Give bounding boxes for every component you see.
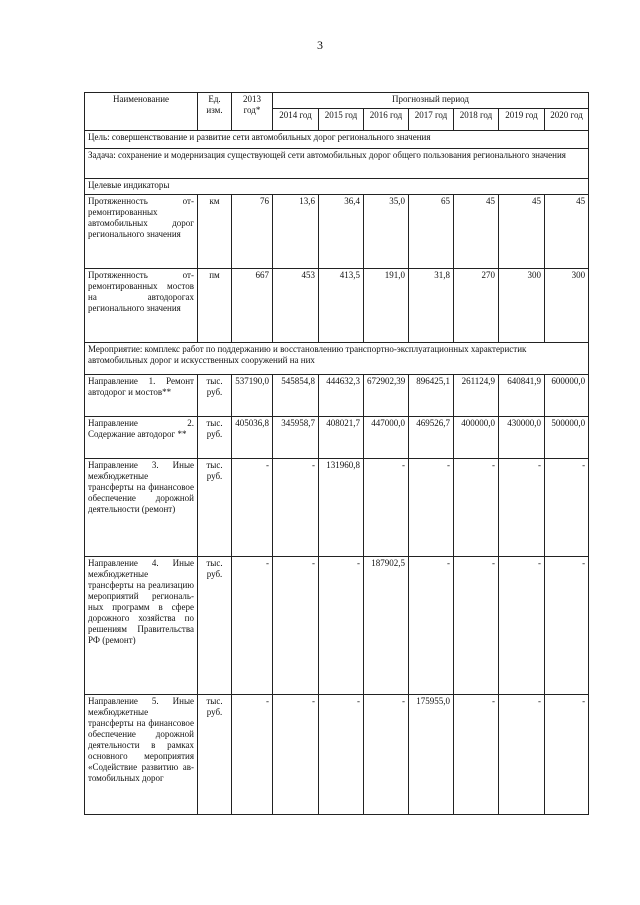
direction-value: - <box>319 557 364 695</box>
page-number: 3 <box>317 38 323 52</box>
indicator-value: 13,6 <box>273 195 319 269</box>
direction-row <box>85 375 589 417</box>
direction-unit: тыс. руб. <box>198 417 232 459</box>
indicator-value: 45 <box>545 195 589 269</box>
indicator-value-2013: 76 <box>232 195 273 269</box>
direction-value: 896425,1 <box>409 375 454 417</box>
indicator-name: Протяженность отремонтированных автомобильных дорог регионального значения <box>85 195 198 269</box>
direction-value: 444632,3 <box>319 375 364 417</box>
task-row: Задача: сохранение и модернизация существующей сети автомобильных дорог общего пользования регионального значения <box>85 149 589 179</box>
direction-value: 131960,8 <box>319 459 364 557</box>
indicator-unit: км <box>198 195 232 269</box>
direction-value: 672902,39 <box>364 375 409 417</box>
header-name: Наименование <box>85 93 198 131</box>
direction-value: - <box>364 459 409 557</box>
direction-value: - <box>499 695 545 815</box>
direction-row <box>85 695 589 815</box>
direction-value-2013: 405036,8 <box>232 417 273 459</box>
direction-row <box>85 557 589 695</box>
direction-name: Направление 4. Иные межбюджетные трансферты на реализацию мероприятий региональных программ в сфере дорожного хозяйства по решениям Правительства РФ (ремонт) <box>85 557 198 695</box>
indicator-value: 36,4 <box>319 195 364 269</box>
header-year: 2016 год <box>364 109 409 131</box>
header-year: 2017 год <box>409 109 454 131</box>
direction-value: - <box>364 695 409 815</box>
direction-value: 500000,0 <box>545 417 589 459</box>
direction-value: 545854,8 <box>273 375 319 417</box>
direction-value: - <box>499 459 545 557</box>
direction-row <box>85 417 589 459</box>
direction-value: 640841,9 <box>499 375 545 417</box>
header-year: 2018 год <box>454 109 499 131</box>
indicator-unit: пм <box>198 269 232 343</box>
direction-value: 408021,7 <box>319 417 364 459</box>
direction-name: Направление 2. Содержание автодорог ** <box>85 417 198 459</box>
direction-unit: тыс. руб. <box>198 459 232 557</box>
direction-name: Направление 5. Иные межбюджетные трансферты на финансовое обеспечение дорожной деятельности в рамках основного мероприятия «Содействие развитию автомобильных дорог <box>85 695 198 815</box>
indicators-title: Целевые индикаторы <box>85 179 589 195</box>
direction-value: 345958,7 <box>273 417 319 459</box>
direction-value-2013: - <box>232 695 273 815</box>
direction-value: 175955,0 <box>409 695 454 815</box>
header-year: 2015 год <box>319 109 364 131</box>
indicator-value: 65 <box>409 195 454 269</box>
indicator-value: 45 <box>499 195 545 269</box>
direction-value-2013: 537190,0 <box>232 375 273 417</box>
direction-value: - <box>319 695 364 815</box>
direction-value: 469526,7 <box>409 417 454 459</box>
direction-name: Направление 1. Ремонт автодорог и мостов** <box>85 375 198 417</box>
indicator-value: 270 <box>454 269 499 343</box>
header-unit: Ед. изм. <box>198 93 232 131</box>
direction-value: 261124,9 <box>454 375 499 417</box>
direction-value-2013: - <box>232 557 273 695</box>
direction-unit: тыс. руб. <box>198 557 232 695</box>
direction-value: 400000,0 <box>454 417 499 459</box>
direction-value: - <box>273 557 319 695</box>
direction-value: - <box>409 557 454 695</box>
direction-value: - <box>454 695 499 815</box>
program-table <box>84 92 589 815</box>
direction-value: - <box>409 459 454 557</box>
indicator-value: 31,8 <box>409 269 454 343</box>
direction-value: - <box>273 695 319 815</box>
header-year: 2020 год <box>545 109 589 131</box>
direction-value: - <box>454 459 499 557</box>
direction-value: 187902,5 <box>364 557 409 695</box>
indicator-row <box>85 195 589 269</box>
indicator-value-2013: 667 <box>232 269 273 343</box>
indicator-value: 300 <box>545 269 589 343</box>
indicator-name: Протяженность отремонтированных мостов на автодорогах регионального значения <box>85 269 198 343</box>
indicator-value: 300 <box>499 269 545 343</box>
measure-row: Мероприятие: комплекс работ по поддержанию и восстановлению транспортно-эксплуатационных характеристик автомобильных дорог и искусственных сооружений на них <box>85 343 589 375</box>
indicator-value: 35,0 <box>364 195 409 269</box>
indicator-value: 413,5 <box>319 269 364 343</box>
direction-value-2013: - <box>232 459 273 557</box>
direction-name: Направление 3. Иные межбюджетные трансферты на финансовое обеспечение дорожной деятельности (ремонт) <box>85 459 198 557</box>
direction-row <box>85 459 589 557</box>
direction-value: 447000,0 <box>364 417 409 459</box>
direction-unit: тыс. руб. <box>198 695 232 815</box>
direction-unit: тыс. руб. <box>198 375 232 417</box>
header-year: 2019 год <box>499 109 545 131</box>
header-year: 2014 год <box>273 109 319 131</box>
indicator-row <box>85 269 589 343</box>
indicator-value: 453 <box>273 269 319 343</box>
direction-value: - <box>499 557 545 695</box>
header-base-year: 2013 год* <box>232 93 273 131</box>
direction-value: - <box>545 459 589 557</box>
direction-value: - <box>454 557 499 695</box>
direction-value: - <box>273 459 319 557</box>
direction-value: - <box>545 557 589 695</box>
direction-value: 430000,0 <box>499 417 545 459</box>
indicator-value: 45 <box>454 195 499 269</box>
direction-value: 600000,0 <box>545 375 589 417</box>
indicator-value: 191,0 <box>364 269 409 343</box>
header-forecast: Прогнозный период <box>273 93 589 109</box>
direction-value: - <box>545 695 589 815</box>
goal-row: Цель: совершенствование и развитие сети автомобильных дорог регионального значения <box>85 131 589 149</box>
